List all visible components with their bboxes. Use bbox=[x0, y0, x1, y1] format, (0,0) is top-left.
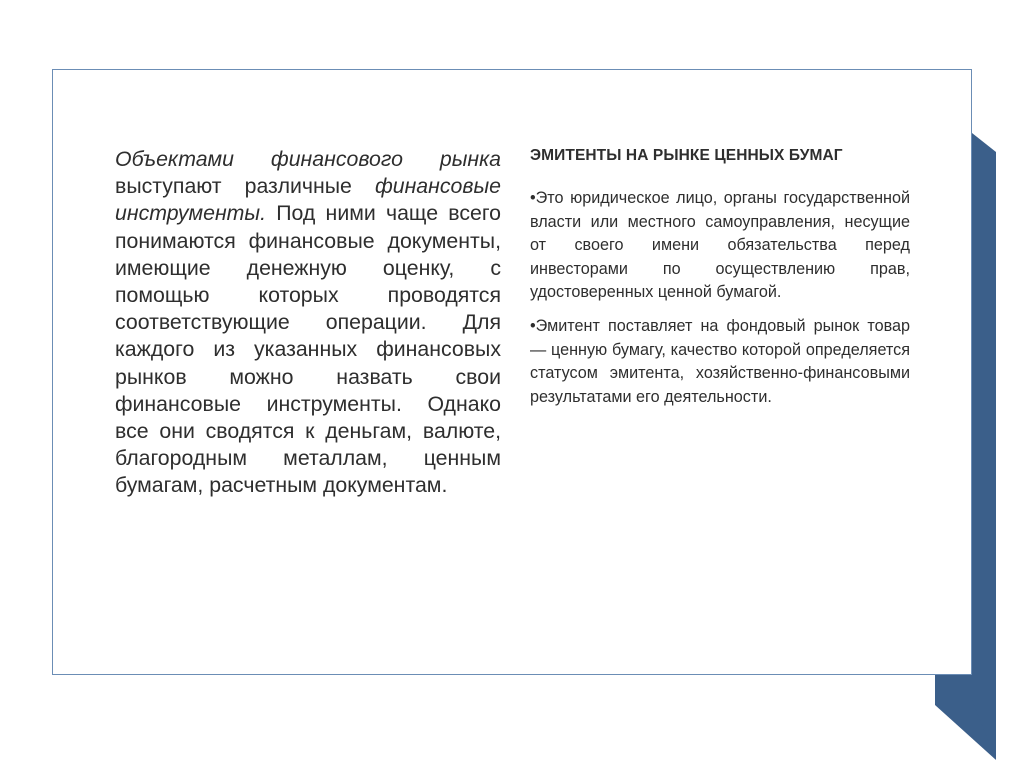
left-paragraph bbox=[115, 146, 501, 500]
bullet-item: •Это юридическое лицо, органы государственной власти или местного самоуправления, несущие от своего имени обязательства перед инвесторами по осуществлению прав, удостоверенных ценной бумагой. bbox=[530, 189, 910, 302]
italic-term: финансовые инструменты. bbox=[115, 174, 501, 226]
intro-italic: Объектами финансового рынка bbox=[115, 147, 501, 171]
left-text-part-1: выступают различные bbox=[115, 174, 375, 199]
band-right bbox=[972, 133, 996, 760]
section-heading: ЭМИТЕНТЫ НА РЫНКЕ ЦЕННЫХ БУМАГ bbox=[530, 147, 843, 164]
bullet-item: •Эмитент поставляет на фондовый рынок товар — ценную бумагу, качество которой определяется статусом эмитента, хозяйственно-финансовыми результатами его деятельности. bbox=[530, 316, 910, 406]
left-text-part-2: Под ними чаще всего понимаются финансовые документы, имеющие денежную оценку, с помощью которых проводятся соответствующие операции. Для каждого из указанных финансовых рынков можно назвать свои финансовые инструменты. Однако все они сводятся к деньгам, валюте, благородным металлам, ценным бумагам, расчетным документам. bbox=[115, 201, 501, 498]
right-column bbox=[530, 146, 910, 419]
